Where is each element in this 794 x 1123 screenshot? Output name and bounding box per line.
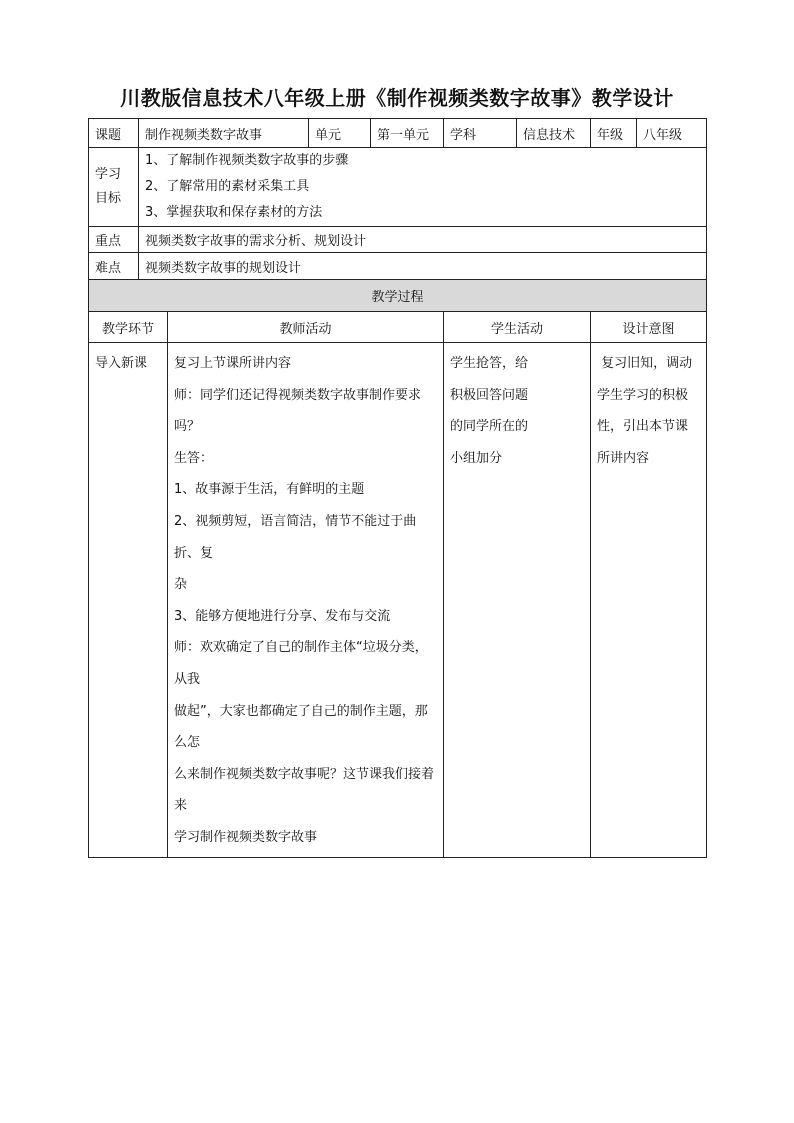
topic-label: 课题 [89, 119, 139, 148]
teacher-line: 1、故事源于生活，有鲜明的主题 [174, 482, 365, 498]
subject-value: 信息技术 [517, 119, 591, 148]
teacher-line: 师：同学们还记得视频类数字故事制作要求吗？ [174, 387, 422, 435]
column-header-intent: 设计意图 [591, 312, 707, 343]
student-line: 小组加分 [450, 450, 503, 466]
intent-line: 所讲内容 [597, 450, 650, 466]
stage-cell [89, 343, 168, 858]
column-header-stage: 教学环节 [89, 312, 168, 343]
objectives-label-line: 学习 [95, 167, 122, 182]
teacher-activity-cell [168, 343, 444, 858]
column-header-student: 学生活动 [444, 312, 591, 343]
intent-line: 复习旧知，调动 [597, 356, 693, 371]
process-row-intro [89, 343, 707, 858]
document-title: 川教版信息技术八年级上册《制作视频类数字故事》教学设计 [120, 86, 674, 110]
teacher-line: 学习制作视频类数字故事 [174, 829, 318, 845]
key-points-value: 视频类数字故事的需求分析、规划设计 [139, 227, 707, 253]
process-header: 教学过程 [89, 280, 707, 312]
process-columns-row [89, 312, 707, 343]
teacher-line: 么来制作视频类数字故事呢？这节课我们接着来 [174, 766, 435, 814]
lesson-plan-table [88, 118, 707, 858]
grade-label: 年级 [591, 119, 637, 148]
teacher-line: 杂 [174, 577, 188, 593]
student-line: 的同学所在的 [450, 419, 529, 435]
topic-value: 制作视频类数字故事 [139, 119, 309, 148]
objectives-row [89, 148, 707, 227]
column-header-teacher: 教师活动 [168, 312, 444, 343]
difficulties-value: 视频类数字故事的规划设计 [139, 253, 707, 280]
key-points-row [89, 227, 707, 253]
intent-line: 学生学习的积极 [597, 387, 689, 403]
teacher-line: 复习上节课所讲内容 [174, 356, 292, 371]
stage-label: 导入新课 [95, 356, 148, 371]
objective-item: 3、掌握获取和保存素材的方法 [145, 205, 323, 220]
objectives-list [139, 148, 707, 227]
teacher-line: 3、能够方便地进行分享、发布与交流 [174, 608, 391, 624]
teacher-line: 做起”，大家也都确定了自己的制作主题，那么怎 [174, 703, 428, 751]
objectives-label [89, 148, 139, 227]
objectives-label-line: 目标 [95, 191, 122, 206]
grade-value: 八年级 [637, 119, 707, 148]
teacher-line: 生答： [174, 450, 214, 466]
subject-label: 学科 [444, 119, 517, 148]
teacher-line: 师：欢欢确定了自己的制作主体“垃圾分类，从我 [174, 640, 428, 687]
difficulties-label: 难点 [89, 253, 139, 280]
student-line: 积极回答问题 [450, 387, 529, 403]
objective-item: 2、了解常用的素材采集工具 [145, 179, 310, 194]
teacher-line: 2、视频剪短，语言简洁，情节不能过于曲折、复 [174, 513, 417, 561]
unit-label: 单元 [309, 119, 371, 148]
unit-value: 第一单元 [371, 119, 444, 148]
intent-line: 性，引出本节课 [597, 419, 689, 435]
info-row [89, 119, 707, 148]
design-intent-cell [591, 343, 707, 858]
student-line: 学生抢答，给 [450, 356, 529, 371]
objective-item: 1、了解制作视频类数字故事的步骤 [145, 153, 349, 168]
process-header-row [89, 280, 707, 312]
student-activity-cell [444, 343, 591, 858]
difficulties-row [89, 253, 707, 280]
key-points-label: 重点 [89, 227, 139, 253]
